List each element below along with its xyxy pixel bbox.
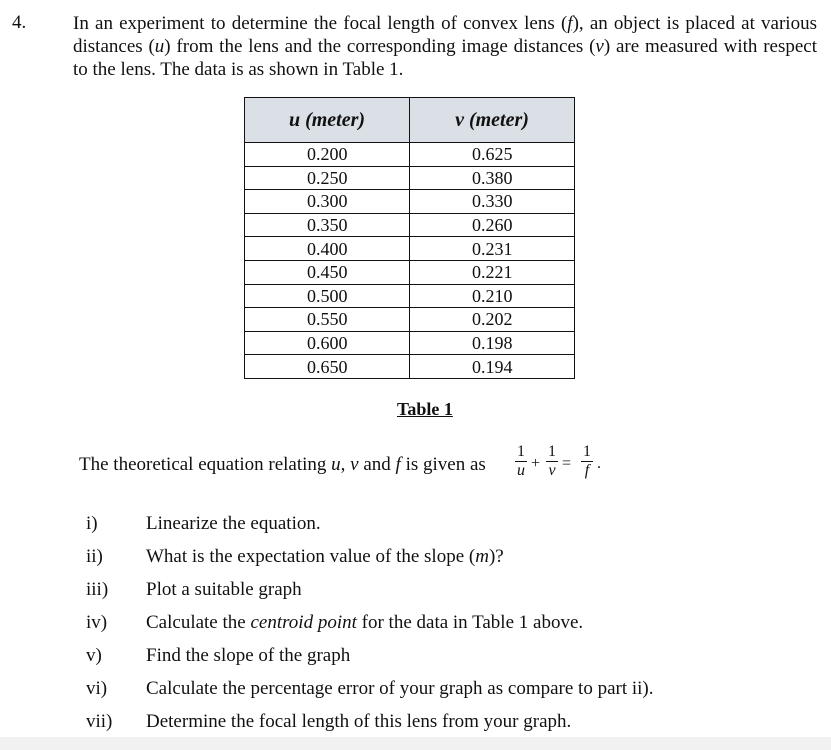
task-text-a: What is the expectation value of the slope ( — [146, 546, 476, 567]
table-row — [245, 237, 575, 261]
cell-v — [410, 308, 575, 332]
cell-v — [410, 213, 575, 237]
cell-v-value: 0.260 — [472, 215, 513, 236]
u-symbol: u — [154, 36, 165, 57]
header-u: u (meter) — [245, 98, 410, 143]
cell-v-value: 0.380 — [472, 167, 513, 188]
cell-v — [410, 284, 575, 308]
cell-u — [245, 355, 410, 379]
cell-u — [245, 331, 410, 355]
page-bottom-strip — [0, 737, 831, 750]
cell-v-value: 0.198 — [472, 333, 513, 354]
task-text-b: for the data in Table 1 above. — [356, 612, 584, 633]
cell-u-value: 0.650 — [307, 356, 348, 377]
cell-u-value: 0.600 — [307, 333, 348, 354]
table-row — [245, 213, 575, 237]
cell-u-value: 0.300 — [307, 191, 348, 212]
cell-u — [245, 308, 410, 332]
task-label: iv) — [86, 612, 108, 633]
frac1-den: u — [517, 462, 525, 479]
question-number: 4. — [12, 12, 27, 33]
cell-u-value: 0.350 — [307, 215, 348, 236]
task-text: Plot a suitable graph — [146, 579, 302, 600]
task-text: Determine the focal length of this lens from your graph. — [146, 711, 572, 732]
cell-v-value: 0.210 — [472, 285, 513, 306]
cell-u — [245, 260, 410, 284]
frac3-den: f — [584, 462, 590, 479]
cell-u — [245, 143, 410, 167]
cell-u-value: 0.550 — [307, 309, 348, 330]
table-row — [245, 284, 575, 308]
cell-u — [245, 237, 410, 261]
table-row — [245, 260, 575, 284]
cell-v — [410, 331, 575, 355]
fraction-1-over-v — [545, 443, 559, 480]
cell-u — [245, 166, 410, 190]
eq-tail: is given as — [400, 454, 486, 475]
cell-u-value: 0.450 — [307, 262, 348, 283]
cell-u — [245, 190, 410, 214]
centroid-emphasis: centroid point — [250, 612, 357, 633]
intro-text-1: In an experiment to determine the focal length of convex lens ( — [73, 13, 568, 34]
fraction-1-over-u — [514, 443, 528, 480]
task-label: i) — [86, 513, 98, 534]
intro-text-4: ) are measured with respect to the lens. The data is as shown in Table 1. — [73, 36, 818, 80]
equals-sign: = — [562, 455, 572, 472]
cell-v — [410, 237, 575, 261]
task-text: Find the slope of the graph — [146, 645, 351, 666]
task-text — [146, 546, 504, 568]
task-text-b: )? — [488, 546, 504, 567]
cell-v — [410, 260, 575, 284]
f-symbol: f — [567, 13, 573, 34]
fraction-1-over-f — [580, 443, 594, 480]
task-text — [146, 612, 583, 634]
cell-v — [410, 166, 575, 190]
eq-and: and — [358, 454, 396, 475]
frac2-num: 1 — [548, 443, 556, 460]
table-row — [245, 190, 575, 214]
table-row — [245, 166, 575, 190]
table-row — [245, 355, 575, 379]
task-label: iii) — [86, 579, 109, 600]
plus-sign: + — [531, 455, 541, 472]
cell-v-value: 0.202 — [472, 309, 513, 330]
cell-u — [245, 213, 410, 237]
task-text: Calculate the percentage error of your graph as compare to part ii). — [146, 678, 654, 699]
eq-u: u — [331, 454, 341, 475]
cell-v-value: 0.231 — [472, 238, 513, 259]
eq-f: f — [395, 454, 401, 475]
table-row — [245, 308, 575, 332]
intro-text-2: ), an object is placed at various distances ( — [73, 13, 817, 57]
cell-v-value: 0.194 — [472, 356, 513, 377]
cell-v-value: 0.330 — [472, 191, 513, 212]
cell-v-value: 0.221 — [472, 262, 513, 283]
task-label: v) — [86, 645, 102, 666]
cell-u-value: 0.500 — [307, 285, 348, 306]
cell-u — [245, 284, 410, 308]
question-intro — [73, 12, 817, 81]
table-row — [245, 331, 575, 355]
frac3-num: 1 — [583, 443, 591, 460]
cell-v — [410, 190, 575, 214]
cell-u-value: 0.200 — [307, 144, 348, 165]
task-text-a: Calculate the — [146, 612, 251, 633]
eq-lead: The theoretical equation relating — [79, 454, 332, 475]
equation-sentence — [79, 454, 486, 476]
cell-u-value: 0.250 — [307, 167, 348, 188]
task-label: vii) — [86, 711, 113, 732]
table-header-row — [245, 98, 575, 143]
cell-u-value: 0.400 — [307, 238, 348, 259]
cell-v — [410, 143, 575, 167]
slope-symbol: m — [475, 546, 489, 567]
table-caption: Table 1 — [397, 399, 453, 419]
cell-v-value: 0.625 — [472, 144, 513, 165]
cell-v — [410, 355, 575, 379]
task-label: ii) — [86, 546, 103, 567]
frac1-num: 1 — [517, 443, 525, 460]
v-symbol: v — [595, 36, 604, 57]
task-label: vi) — [86, 678, 108, 699]
intro-text-3: ) from the lens and the corresponding image distances ( — [164, 36, 596, 57]
equation-period: . — [597, 455, 601, 472]
frac2-den: v — [548, 462, 556, 479]
table-row — [245, 143, 575, 167]
eq-v: v — [350, 454, 359, 475]
task-text: Linearize the equation. — [146, 513, 321, 534]
eq-comma: , — [340, 454, 351, 475]
header-v: v (meter) — [410, 98, 575, 143]
data-table — [244, 97, 575, 379]
